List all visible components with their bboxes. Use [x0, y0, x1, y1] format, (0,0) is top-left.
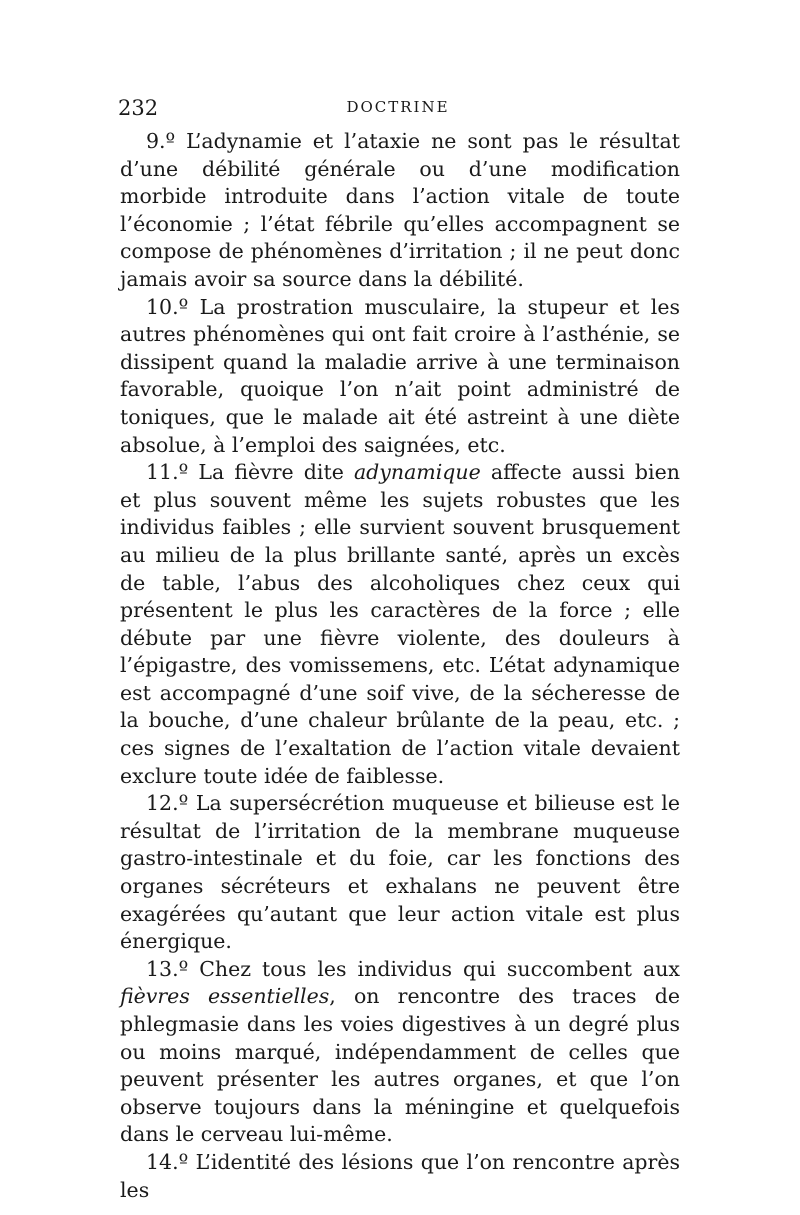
- paragraph-text: L’adynamie et l’ataxie ne sont pas le résultat d’une débilité générale ou d’une modification morbide introduite dans l’action vitale de toute l’économie ; l’état fébrile qu’elles accompagnent se compose de phénomènes d’irritation ; il ne peut donc jamais avoir sa source dans la débilité.: [120, 129, 680, 291]
- paragraph-10: [120, 294, 680, 460]
- paragraph-13: [120, 956, 680, 1149]
- page-number: 232: [118, 96, 159, 120]
- paragraph-text-before: La fièvre dite: [198, 460, 344, 485]
- paragraph-number: 14.º: [146, 1149, 189, 1174]
- running-title: DOCTRINE: [346, 98, 450, 116]
- paragraph-text: La supersécrétion muqueuse et bilieuse est le résultat de l’irritation de la membrane muqueuse gastro-intestinale et du foie, car les fonctions des organes sécréteurs et exhalans ne peuvent être exagérées qu’autant que leur action vitale est plus énergique.: [120, 791, 680, 954]
- paragraph-number: 10.º: [146, 294, 189, 319]
- paragraph-14: [120, 1149, 680, 1204]
- paragraph-number: 13.º: [146, 956, 189, 981]
- paragraph-text-after: , on rencontre des traces de phlegmasie dans les voies digestives à un degré plus ou moins marqué, indépendamment de celles que peuvent présenter les autres organes, et que l’on observe toujours dans la méningine et quelquefois dans le cerveau lui-même.: [120, 984, 680, 1147]
- emphasized-term: fièvres essentielles: [120, 984, 330, 1009]
- paragraph-11: [120, 459, 680, 790]
- paragraph-text-before: Chez tous les individus qui succombent aux: [199, 956, 680, 981]
- paragraph-text: La prostration musculaire, la stupeur et les autres phénomènes qui ont fait croire à l’asthénie, se dissipent quand la maladie arrive à une terminaison favorable, quoique l’on n’ait point administré de toniques, que le malade ait été astreint à une diète absolue, à l’emploi des saignées, etc.: [120, 294, 680, 457]
- page-body: [120, 128, 680, 1204]
- paragraph-number: 9.º: [146, 129, 176, 153]
- paragraph-12: [120, 790, 680, 956]
- paragraph-number: 12.º: [146, 791, 189, 816]
- emphasized-term: adynamique: [353, 460, 481, 485]
- paragraph-text-after: affecte aussi bien et plus souvent même les sujets robustes que les individus faibles ; elle survient souvent brusquement au milieu de la plus brillante santé, après un excès de table, l’abus des alcoholiques chez ceux qui présentent le plus les caractères de la force ; elle débute par une fièvre violente, des douleurs à l’épigastre, des vomissemens, etc. L’état adynamique est accompagné d’une soif vive, de la sécheresse de la bouche, d’une chaleur brûlante de la peau, etc. ; ces signes de l’exaltation de l’action vitale devaient exclure toute idée de faiblesse.: [120, 460, 680, 788]
- paragraph-9: [120, 128, 680, 294]
- page-header: [118, 96, 678, 124]
- paragraph-text: L’identité des lésions que l’on rencontre après les: [120, 1149, 680, 1202]
- paragraph-number: 11.º: [146, 460, 189, 485]
